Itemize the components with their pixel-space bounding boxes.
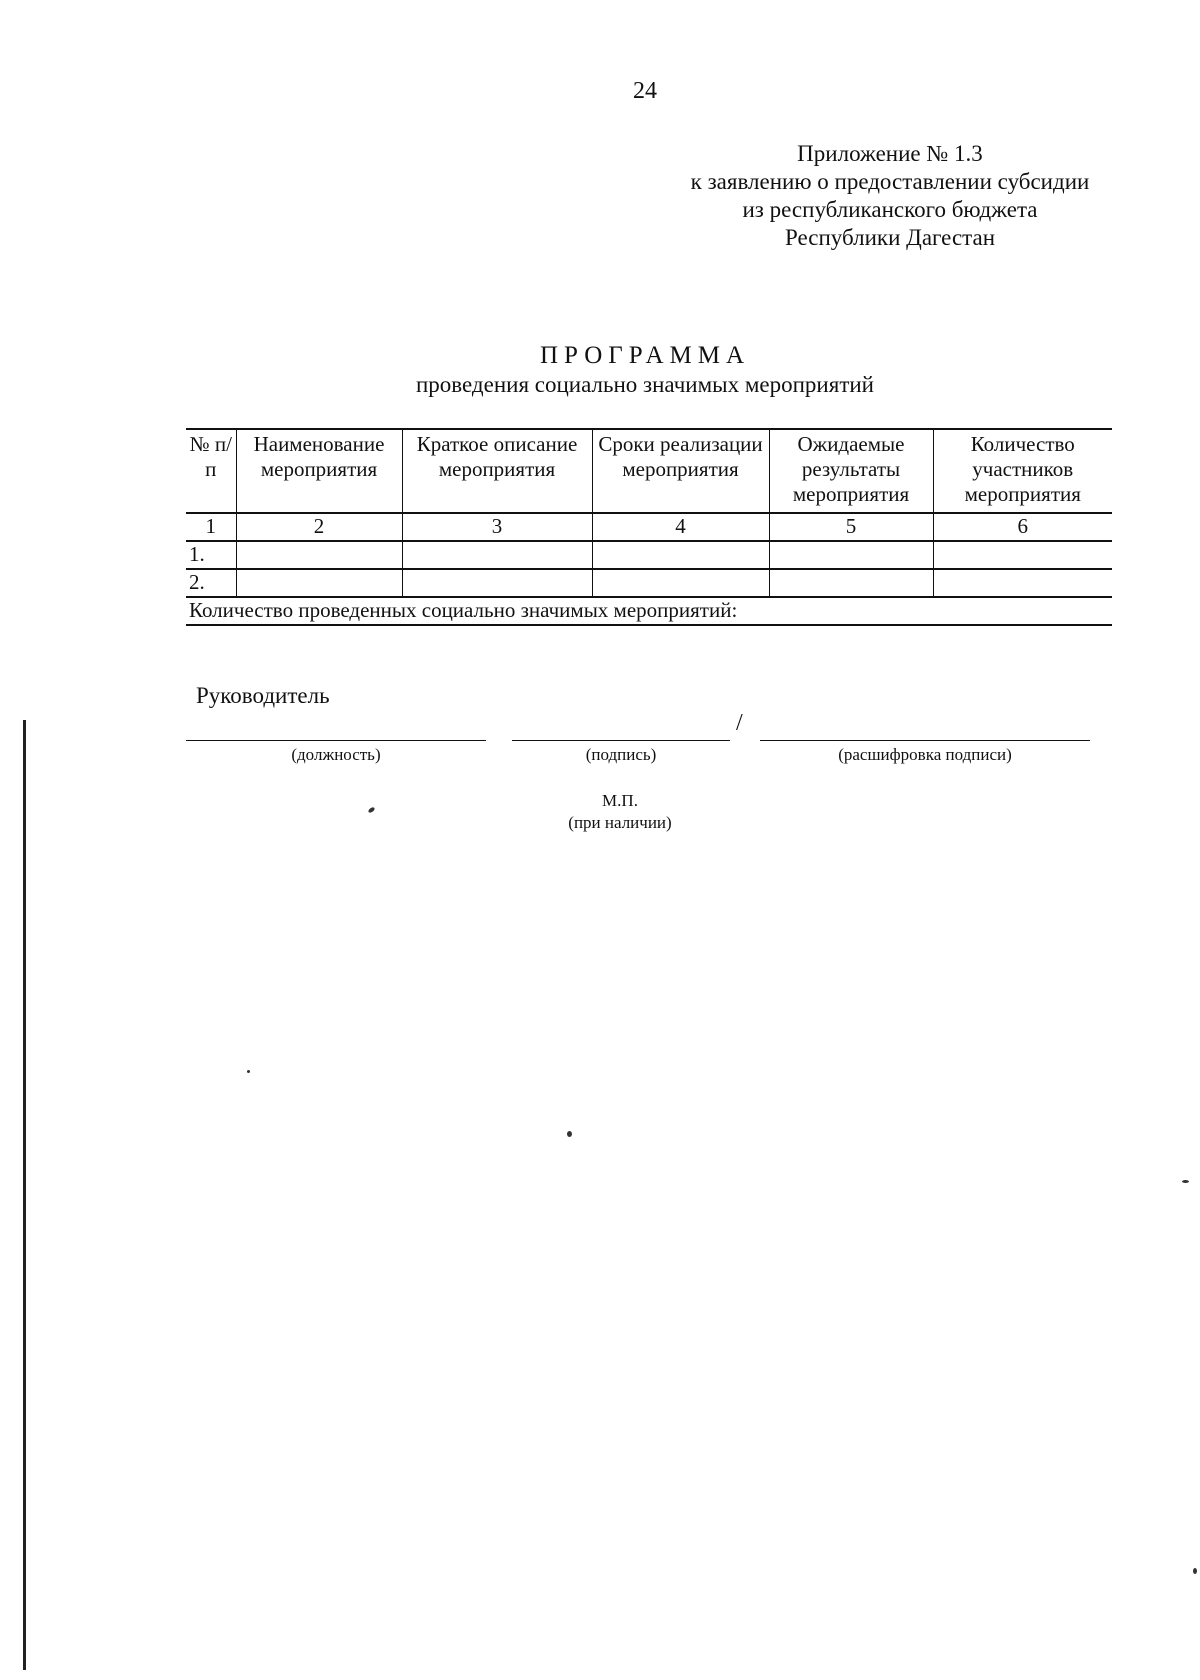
signature-caption: (подпись) (585, 745, 657, 764)
table-cell (402, 541, 592, 569)
document-subtitle: проведения социально значимых мероприятий (415, 372, 874, 397)
scan-speck (247, 1070, 250, 1073)
position-line (186, 740, 486, 741)
column-header: Наименование мероприятия (236, 429, 402, 513)
total-row (186, 597, 1112, 625)
column-number: 1 (186, 513, 236, 541)
total-label: Количество проведенных социально значимых мероприятий: (186, 597, 1112, 625)
decryption-caption: (расшифровка подписи) (838, 745, 1012, 764)
table-cell (769, 569, 933, 597)
column-number-row (186, 513, 1112, 541)
column-number: 4 (592, 513, 769, 541)
position-caption: (должность) (291, 745, 381, 764)
column-header: Ожидаемые результаты мероприятия (769, 429, 933, 513)
table-cell (933, 569, 1112, 597)
table-cell (236, 541, 402, 569)
column-number: 5 (769, 513, 933, 541)
column-header: Сроки реализации мероприятия (592, 429, 769, 513)
table-row (186, 569, 1112, 597)
appendix-line: Республики Дагестан (785, 225, 995, 250)
decryption-line (760, 740, 1090, 741)
table-cell (592, 569, 769, 597)
stamp-label: М.П. (602, 791, 638, 810)
stamp-note: (при наличии) (568, 813, 672, 832)
table-cell: 2. (186, 569, 236, 597)
scan-speck (1193, 1568, 1197, 1574)
scan-speck (1182, 1180, 1189, 1183)
program-table (186, 428, 1112, 626)
table-cell (592, 541, 769, 569)
column-header: Краткое описание мероприятия (402, 429, 592, 513)
appendix-line: к заявлению о предоставлении субсидии (690, 169, 1090, 194)
column-number: 2 (236, 513, 402, 541)
head-label: Руководитель (196, 683, 330, 708)
signature-slash: / (736, 710, 743, 736)
scan-margin-edge (23, 720, 26, 1670)
table-cell (769, 541, 933, 569)
column-header: Количество участников мероприятия (933, 429, 1112, 513)
scan-speck (567, 1131, 572, 1137)
table-header-row (186, 429, 1112, 513)
column-number: 6 (933, 513, 1112, 541)
appendix-note (640, 140, 1140, 252)
table-cell (933, 541, 1112, 569)
table-cell (236, 569, 402, 597)
scan-speck (367, 806, 375, 813)
document-title: ПРОГРАММА (539, 342, 751, 369)
signature-line (512, 740, 730, 741)
appendix-line: Приложение № 1.3 (797, 141, 983, 166)
stamp-place (470, 790, 770, 834)
column-number: 3 (402, 513, 592, 541)
column-header: № п/п (186, 429, 236, 513)
table-cell (402, 569, 592, 597)
page-number: 24 (633, 78, 657, 104)
table-row (186, 541, 1112, 569)
table-cell: 1. (186, 541, 236, 569)
appendix-line: из республиканского бюджета (742, 197, 1038, 222)
